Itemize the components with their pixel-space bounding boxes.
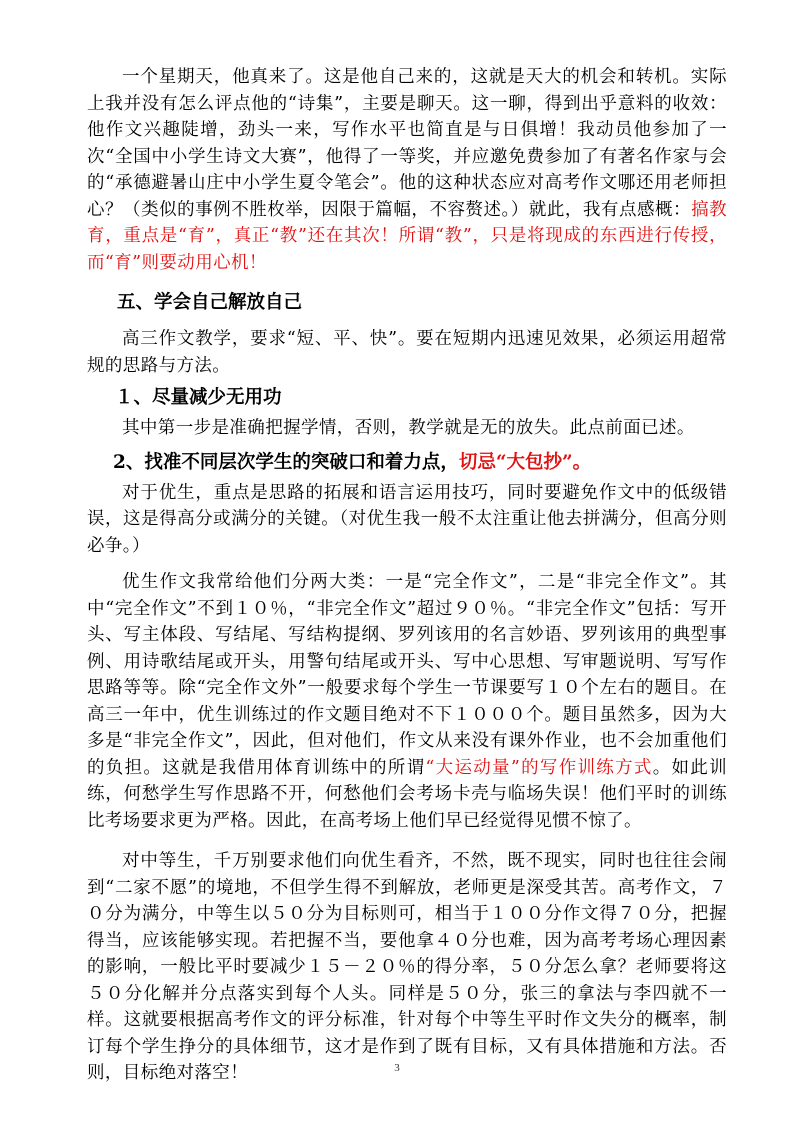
paragraph-story (87, 64, 727, 276)
paragraph-intro: 高三作文教学，要求“短、平、快”。要在短期内迅速见效果，必须运用超常规的思路与方法。 (87, 329, 727, 376)
page-number: 3 (394, 1062, 400, 1074)
paragraph-first-step: 其中第一步是准确把握学情，否则，教学就是无的放失。此点前面已述。 (122, 418, 695, 438)
emphasis-training-method: “大运动量”的写作训练方式 (425, 757, 653, 778)
subheading-1: １、尽量减少无用功 (115, 387, 282, 408)
subheading-2-emphasis: 切忌“大包抄”。 (458, 451, 592, 473)
paragraph-story-text: 一个星期天，他真来了。这是他自己来的，这就是天大的机会和转机。实际上我并没有怎么评点他的“诗集”，主要是聊天。这一聊，得到出乎意料的收效：他作文兴趣陡增，劲头一来，写作水平也简直是与日俱增！我动员他参加了一次“全国中小学生诗文大赛”，他得了一等奖，并应邀免费参加了有著名作家与会的“承德避暑山庄中小学生夏令笔会”。他的这种状态应对高考作文哪还用老师担心？（类似的事例不胜枚举，因限于篇幅，不容赘述。）就此，我有点感概： (87, 67, 727, 220)
paragraph-writing-text-1: 优生作文我常给他们分两大类：一是“完全作文”，二是“非完全作文”。其中“完全作文”不到１０％，“非完全作文”超过９０％。“非完全作文”包括：写开头、写主体段、写结尾、写结构提纲、罗列该用的名言妙语、罗列该用的典型事例、用诗歌结尾或开头，用警句结尾或开头、写中心思想、写审题说明、写写作思路等等。除“完全作文外”一般要求每个学生一节课要写１０个左右的题目。在高三一年中，优生训练过的作文题目绝对不下１０００个。题目虽然多，因为大多是“非完全作文”，因此，但对他们，作文从来没有课外作业，也不会加重他们的负担。这就是我借用体育训练中的所谓 (87, 572, 727, 778)
paragraph-writing-text-2: 。如此训练，何愁学生写作思路不开，何愁他们会考场卡壳与临场失误！他们平时的训练比考场要求更为严格。因此，在高考场上他们早已经觉得见惯不惊了。 (87, 757, 728, 831)
subheading-2 (87, 450, 727, 476)
paragraph-middle-students: 对中等生，千万别要求他们向优生看齐，不然，既不现实，同时也往往会闹到“二家不愿”的境地，不但学生得不到解放，老师更是深受其苦。高考作文，７０分为满分，中等生以５０分为目标则可，相当于１００分作文得７０分，把握得当，应该能够实现。若把握不当，要他拿４０分也难，因为高考考场心理因素的影响，一般比平时要减少１５－２０％的得分率，５０分怎么拿？老师要将这５０分化解并分点落实到每个人头。同样是５０分，张三的拿法与李四就不一样。这就要根据高考作文的评分标准，针对每个中等生平时作文失分的概率，制订每个学生挣分的具体细节，这才是作到了既有目标，又有具体措施和方法。否则，目标绝对落空！ (87, 851, 727, 1083)
paragraph-top-students-writing (87, 569, 727, 834)
emphasis-education-statement: 搞教育，重点是“育”，真正“教”还在其次！所谓“教”，只是将现成的东西进行传授，而“育”则要动用心机！ (87, 199, 727, 273)
paragraph-top-students: 对于优生，重点是思路的拓展和语言运用技巧，同时要避免作文中的低级错误，这是得高分或满分的关键。（对优生我一般不太注重让他去拼满分，但高分则必争。） (87, 482, 727, 556)
section-heading-5: 五、学会自己解放自己 (117, 292, 303, 313)
subheading-2-text: 2、找准不同层次学生的突破口和着力点， (113, 451, 459, 473)
document-body (87, 64, 727, 1087)
